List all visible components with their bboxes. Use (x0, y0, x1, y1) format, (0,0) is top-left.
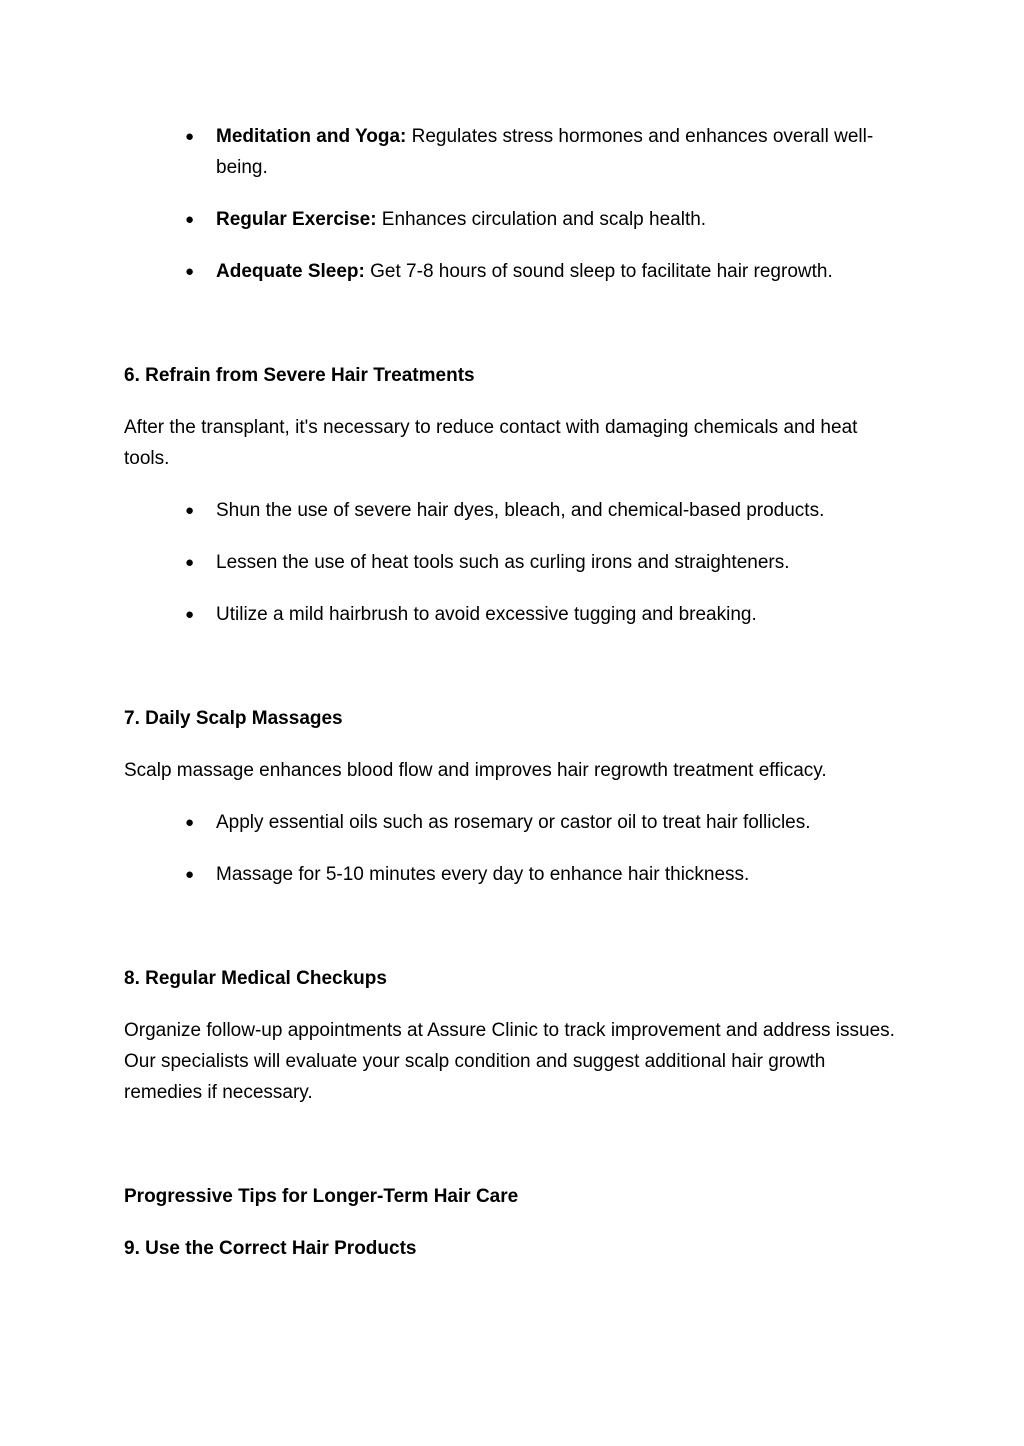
list-item-lead: Meditation and Yoga: (216, 126, 407, 147)
bullet-icon: ● (185, 606, 195, 623)
list-item-lead: Regular Exercise: (216, 209, 377, 230)
spacer (124, 651, 904, 703)
list-item-text: Get 7-8 hours of sound sleep to facilitate hair regrowth. (364, 261, 833, 282)
list-item (185, 599, 904, 630)
list-item-text: Utilize a mild hairbrush to avoid excessive tugging and breaking. (216, 604, 757, 625)
bullet-icon: ● (185, 866, 195, 883)
lifestyle-list (124, 121, 904, 287)
list-item-text: Apply essential oils such as rosemary or castor oil to treat hair follicles. (216, 812, 811, 833)
section-7-list (124, 807, 904, 890)
section-9-heading: 9. Use the Correct Hair Products (124, 1238, 417, 1259)
bullet-icon: ● (185, 211, 195, 228)
list-item (185, 547, 904, 578)
list-item-text: Lessen the use of heat tools such as curling irons and straighteners. (216, 552, 790, 573)
bullet-icon: ● (185, 814, 195, 831)
section-7-heading: 7. Daily Scalp Massages (124, 708, 343, 729)
section-8-heading: 8. Regular Medical Checkups (124, 968, 387, 989)
section-8-body: Organize follow-up appointments at Assure Clinic to track improvement and address issues. Our specialists will evaluate your scalp condition and suggest additional hair growth remedies if necessary. (124, 1020, 895, 1103)
section-6-list (124, 495, 904, 630)
spacer (124, 308, 904, 360)
list-item-text: Massage for 5-10 minutes every day to enhance hair thickness. (216, 864, 750, 885)
list-item (185, 121, 904, 183)
bullet-icon: ● (185, 263, 195, 280)
section-6-heading: 6. Refrain from Severe Hair Treatments (124, 365, 475, 386)
bullet-icon: ● (185, 554, 195, 571)
section-6-intro: After the transplant, it's necessary to reduce contact with damaging chemicals and heat tools. (124, 417, 858, 469)
progressive-tips-heading: Progressive Tips for Longer-Term Hair Care (124, 1186, 519, 1207)
list-item (185, 495, 904, 526)
list-item-text: Shun the use of severe hair dyes, bleach, and chemical-based products. (216, 500, 825, 521)
list-item (185, 807, 904, 838)
list-item-lead: Adequate Sleep: (216, 261, 365, 282)
list-item (185, 204, 904, 235)
bullet-icon: ● (185, 502, 195, 519)
spacer (124, 911, 904, 963)
list-item (185, 256, 904, 287)
document-page (124, 121, 904, 1285)
spacer (124, 1129, 904, 1181)
bullet-icon: ● (185, 128, 195, 145)
list-item (185, 859, 904, 890)
section-7-intro: Scalp massage enhances blood flow and improves hair regrowth treatment efficacy. (124, 760, 827, 781)
list-item-text: Enhances circulation and scalp health. (376, 209, 707, 230)
list-item-text: Regulates stress hormones and enhances overall well-being. (216, 126, 874, 178)
